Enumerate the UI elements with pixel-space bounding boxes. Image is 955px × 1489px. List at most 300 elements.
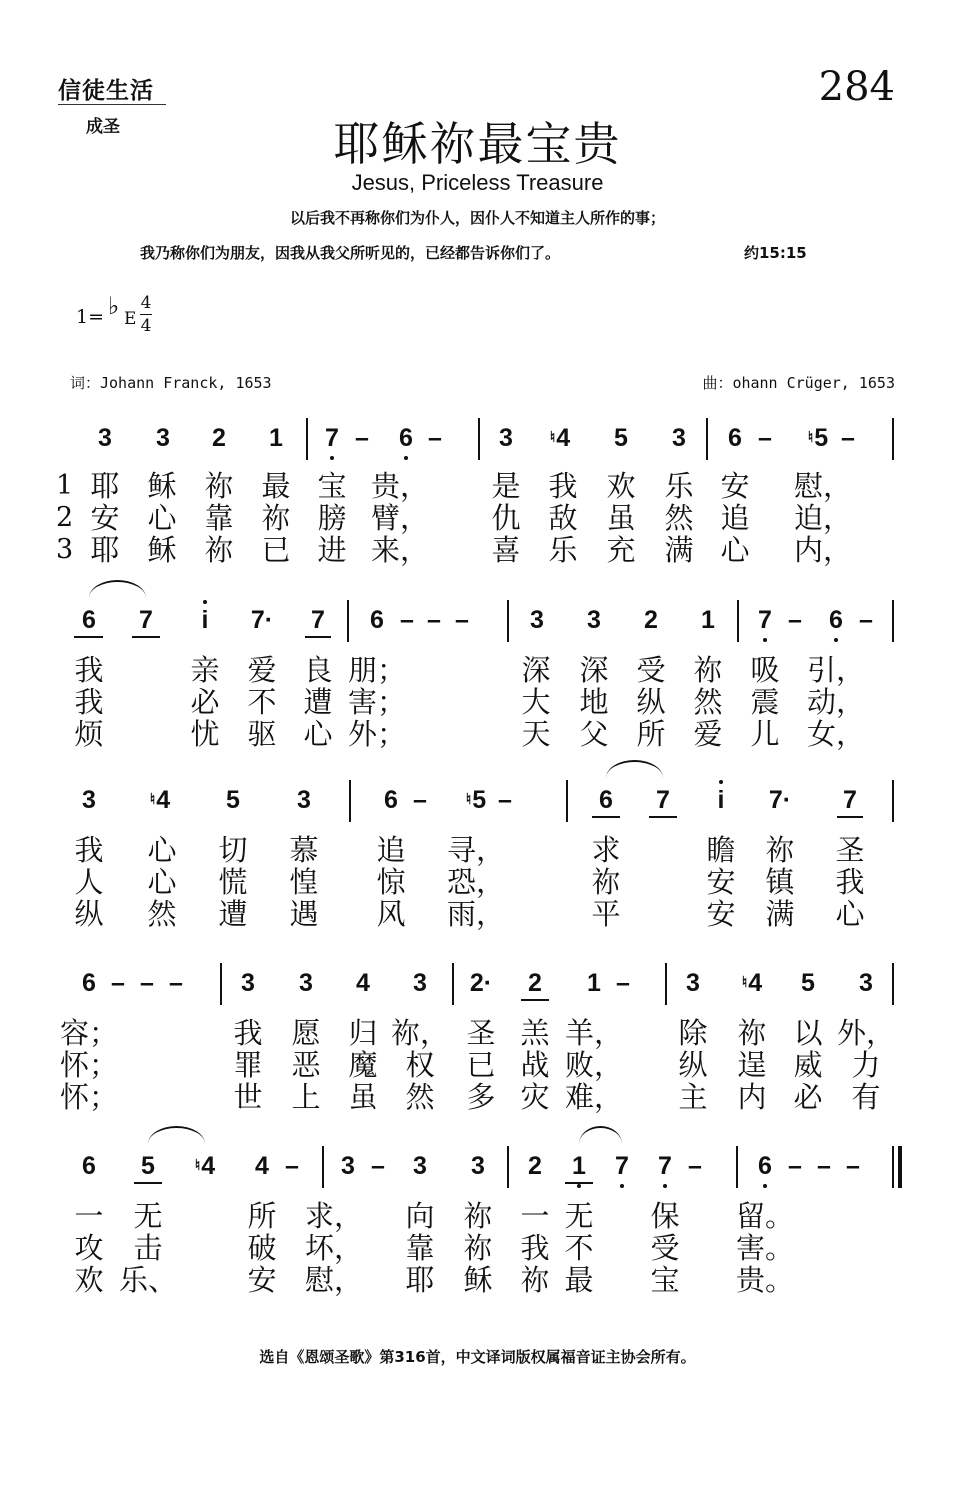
lyric-char: 慌 [218,865,248,899]
jianpu-note: 3 [499,424,513,452]
lyric-char: 我 [74,653,104,687]
jianpu-note: 6 [758,1152,772,1180]
jianpu-note: 2 [528,1152,542,1180]
jianpu-note: 7· [250,606,274,634]
jianpu-note: 3 [98,424,112,452]
lyric-char: 追 [376,833,406,867]
lyric-char: 祢 [463,1231,493,1265]
lyric-char: 然 [664,501,694,535]
lyric-char: 必 [793,1080,823,1114]
jianpu-note: ♮4 [194,1152,216,1180]
lyric-char: 安 [247,1263,277,1297]
dash-note: – [455,606,469,634]
lyric-char: 安 [90,501,120,535]
jianpu-note: 3 [241,969,255,997]
natural-sign: ♮ [149,791,156,808]
key-note: E [124,309,137,329]
jianpu-note: ♮5 [807,424,829,452]
lyric-char: 上 [291,1080,321,1114]
slur-arc [606,760,663,778]
lyric-char: 大 [521,685,551,719]
lyric-char: 愿 [291,1016,321,1050]
hymn-number: 284 [818,64,895,110]
lyric-char: 圣 [835,833,865,867]
lyric-char: 羊， [564,1016,624,1050]
lyric-char: 吸 [750,653,780,687]
lyric-char: 耶 [405,1263,435,1297]
lyric-char: 逞 [737,1048,767,1082]
english-title: Jesus, Priceless Treasure [351,170,604,195]
lyric-char: 欢 [606,469,636,503]
lyric-char: 祢 [463,1199,493,1233]
dash-note: – [616,969,630,997]
lyric-char: 所 [636,717,666,751]
lyric-char: 魔 [348,1048,378,1082]
jianpu-note: 5 [801,969,815,997]
lyric-char: 慕 [289,833,319,867]
lyric-char: 我 [74,833,104,867]
barline [892,780,894,822]
lyric-char: 平 [591,897,621,931]
jianpu-note: 5 [614,424,628,452]
natural-sign: ♮ [807,429,814,446]
verse-number: 2 [56,502,74,533]
barline [322,1146,324,1188]
lyric-char: 天 [521,717,551,751]
jianpu-note: 7 [843,786,857,814]
verse-number: 1 [56,470,74,501]
lyric-char: 留。 [735,1199,795,1233]
lyric-char: 安 [720,469,750,503]
lyric-char: 欢 [74,1263,104,1297]
lyric-char: 罪 [233,1048,263,1082]
upper-octave-dot [719,780,723,784]
lyric-char: 烦 [74,717,104,751]
lyric-char: 外； [347,717,407,751]
lyric-char: 一 [74,1199,104,1233]
barline [736,1146,738,1188]
scripture-reference: 约15:15 [744,244,807,262]
lyric-char: 主 [678,1080,708,1114]
barline [892,963,894,1005]
jianpu-note: ♮4 [549,424,571,452]
jianpu-note: 3 [859,969,873,997]
lyric-char: 向 [405,1199,435,1233]
lyric-char: 难， [564,1080,624,1114]
lyric-char: 是 [491,469,521,503]
lyric-char: 镇 [765,865,795,899]
lyric-char: 女， [806,717,866,751]
lyric-char: 引， [806,653,866,687]
lyric-char: 瞻 [706,833,736,867]
lyric-char: 满 [664,533,694,567]
lyric-char: 攻 [74,1231,104,1265]
beam-underline [837,816,863,818]
subcategory-label: 成圣 [86,117,120,137]
jianpu-note: 3 [299,969,313,997]
lyric-char: 安 [706,865,736,899]
lyric-char: 仇 [491,501,521,535]
lyric-char: 深 [579,653,609,687]
jianpu-note: 3 [471,1152,485,1180]
lower-octave-dot [577,1184,581,1188]
lower-octave-dot [763,638,767,642]
lyric-char: 靠 [204,501,234,535]
lyric-char: 容； [59,1016,119,1050]
lyric-char: 祢 [261,501,291,535]
jianpu-note: 6 [82,1152,96,1180]
lyric-char: 惊 [376,865,406,899]
lyric-char: 破 [247,1231,277,1265]
lyric-char: 世 [233,1080,263,1114]
jianpu-note: 2 [528,969,542,997]
lyric-char: 忧 [190,717,220,751]
beam-underline [592,816,620,818]
lyric-char: 无 [133,1199,163,1233]
lyric-char: 稣 [463,1263,493,1297]
jianpu-note: 1 [572,1152,586,1180]
lyrics-credit: 词：Johann Franck, 1653 [70,374,272,392]
lyric-char: 慰， [793,469,853,503]
lyric-char: 良 [303,653,333,687]
lyric-char: 遭 [303,685,333,719]
beam-underline [132,636,160,638]
scripture-line-2: 我乃称你们为朋友，因我从我父所听见的，已经都告诉你们了。 [140,244,561,262]
lyric-char: 纵 [678,1048,708,1082]
lyric-char: 乐 [548,533,578,567]
lyric-char: 败， [564,1048,624,1082]
jianpu-note: 2· [469,969,493,997]
jianpu-note: 6 [82,969,96,997]
lyric-char: 我 [835,865,865,899]
dash-note: – [817,1152,831,1180]
barline [892,1146,894,1188]
lyric-char: 然 [693,685,723,719]
jianpu-note: 3 [530,606,544,634]
jianpu-note: 7· [768,786,792,814]
lyric-char: 心 [835,897,865,931]
dash-note: – [355,424,369,452]
jianpu-note: 1 [701,606,715,634]
copyright-footer: 选自《恩颂圣歌》第316首，中文译词版权属福音证主协会所有。 [259,1348,696,1366]
barline [478,418,480,460]
lyric-char: 乐 [664,469,694,503]
lyric-char: 怀； [59,1048,119,1082]
slur-arc [579,1126,622,1144]
lyric-char: 不 [247,685,277,719]
lyric-char: 慰， [304,1263,364,1297]
lyric-char: 雨， [446,897,506,931]
lyric-char: 心 [147,501,177,535]
jianpu-note: ♮4 [741,969,763,997]
lyric-char: 敌 [548,501,578,535]
lyric-char: 威 [793,1048,823,1082]
category-divider [58,104,166,105]
lyric-char: 宝 [317,469,347,503]
lyric-char: 虽 [348,1080,378,1114]
lyric-char: 切 [218,833,248,867]
jianpu-note: 7 [615,1152,629,1180]
barline [306,418,308,460]
jianpu-note: 7 [325,424,339,452]
lyric-char: 然 [405,1080,435,1114]
lyric-char: 击 [133,1231,163,1265]
lyric-char: 遇 [289,897,319,931]
lyric-char: 纵 [74,897,104,931]
lyric-char: 膀 [317,501,347,535]
dash-note: – [427,606,441,634]
lyric-char: 父 [579,717,609,751]
lyric-char: 归 [348,1016,378,1050]
lyric-char: 必 [190,685,220,719]
dash-note: – [758,424,772,452]
barline [665,963,667,1005]
lyric-char: 最 [564,1263,594,1297]
lyric-char: 我 [520,1231,550,1265]
jianpu-note: 3 [156,424,170,452]
lower-octave-dot [763,1184,767,1188]
jianpu-note: 5 [141,1152,155,1180]
jianpu-note: 3 [587,606,601,634]
lyric-char: 祢， [390,1016,450,1050]
dash-note: – [788,606,802,634]
lower-octave-dot [834,638,838,642]
lyric-char: 除 [678,1016,708,1050]
lyric-char: 人 [74,865,104,899]
lyric-char: 灾 [520,1080,550,1114]
upper-octave-dot [203,600,207,604]
jianpu-note: 3 [341,1152,355,1180]
dash-note: – [688,1152,702,1180]
lyric-char: 纵 [636,685,666,719]
natural-sign: ♮ [194,1157,201,1174]
lyric-char: 求 [591,833,621,867]
lyric-char: 靠 [405,1231,435,1265]
lyric-char: 害； [347,685,407,719]
lyric-char: 受 [650,1231,680,1265]
lyric-char: 安 [706,897,736,931]
lyric-char: 心 [303,717,333,751]
jianpu-note: 7 [656,786,670,814]
beam-underline [134,1182,162,1184]
lyric-char: 震 [750,685,780,719]
jianpu-note: 1 [587,969,601,997]
lyric-char: 祢 [737,1016,767,1050]
lyric-char: 心 [720,533,750,567]
lyric-char: 进 [317,533,347,567]
jianpu-note: 3 [82,786,96,814]
lyric-char: 外， [836,1016,896,1050]
jianpu-note: 7 [758,606,772,634]
lyric-char: 爱 [693,717,723,751]
lyric-char: 内， [793,533,853,567]
lyric-char: 一 [520,1199,550,1233]
jianpu-note: 3 [413,1152,427,1180]
lower-octave-dot [404,456,408,460]
barline [347,600,349,642]
beam-underline [565,1182,593,1184]
dash-note: – [400,606,414,634]
barline [892,600,894,642]
lyric-char: 追 [720,501,750,535]
lyric-char: 受 [636,653,666,687]
lyric-char: 不 [564,1231,594,1265]
lyric-char: 亲 [190,653,220,687]
barline [892,418,894,460]
lyric-char: 圣 [466,1016,496,1050]
jianpu-note: i [717,786,725,814]
lyric-char: 保 [650,1199,680,1233]
natural-sign: ♮ [549,429,556,446]
lyric-char: 祢 [204,469,234,503]
barline [566,780,568,822]
dash-note: – [498,786,512,814]
time-signature [140,292,152,337]
lyric-char: 稣 [147,469,177,503]
jianpu-note: 2 [212,424,226,452]
lyric-char: 寻， [446,833,506,867]
lyric-char: 儿 [750,717,780,751]
time-sig-top: 4 [140,293,152,313]
verse-number: 3 [56,534,74,565]
lyric-char: 内 [737,1080,767,1114]
jianpu-note: 5 [226,786,240,814]
jianpu-note: 3 [686,969,700,997]
dash-note: – [846,1152,860,1180]
jianpu-note: 3 [672,424,686,452]
lower-octave-dot [663,1184,667,1188]
jianpu-note: 6 [829,606,843,634]
lyric-char: 祢 [591,865,621,899]
lyric-char: 战 [520,1048,550,1082]
slur-arc [148,1126,205,1144]
slur-arc [89,580,146,598]
jianpu-note: 6 [370,606,384,634]
jianpu-note: 2 [644,606,658,634]
lyric-char: 多 [466,1080,496,1114]
hymn-title: 耶稣祢最宝贵 [333,117,622,171]
lyric-char: 来， [370,533,430,567]
natural-sign: ♮ [465,791,472,808]
lyric-char: 充 [606,533,636,567]
dash-note: – [371,1152,385,1180]
jianpu-note: ♮4 [149,786,171,814]
lyric-char: 祢 [204,533,234,567]
lyric-char: 怀； [59,1080,119,1114]
lyric-char: 遭 [218,897,248,931]
lyric-char: 耶 [90,533,120,567]
final-barline [898,1146,902,1188]
jianpu-note: i [201,606,209,634]
lyric-char: 力 [851,1048,881,1082]
jianpu-note: 6 [82,606,96,634]
scripture-line-1: 以后我不再称你们为仆人，因仆人不知道主人所作的事； [289,209,665,227]
dash-note: – [788,1152,802,1180]
lyric-char: 喜 [491,533,521,567]
lyric-char: 满 [765,897,795,931]
lyric-char: 最 [261,469,291,503]
jianpu-note: 3 [297,786,311,814]
barline [452,963,454,1005]
lyric-char: 然 [147,897,177,931]
lyric-char: 已 [261,533,291,567]
beam-underline [74,636,103,638]
music-credit: 曲：ohann Crüger, 1653 [702,374,895,392]
lyric-char: 有 [851,1080,881,1114]
lyric-char: 恶 [291,1048,321,1082]
lyric-char: 朋； [347,653,407,687]
dash-note: – [140,969,154,997]
lyric-char: 恐， [446,865,506,899]
dash-note: – [169,969,183,997]
jianpu-note: 7 [139,606,153,634]
lyric-char: 贵， [370,469,430,503]
lyric-char: 深 [521,653,551,687]
jianpu-note: 6 [728,424,742,452]
lyric-char: 羔 [520,1016,550,1050]
lyric-char: 害。 [735,1231,795,1265]
barline [220,963,222,1005]
dash-note: – [428,424,442,452]
jianpu-note: 6 [384,786,398,814]
jianpu-note: 7 [311,606,325,634]
jianpu-note: 7 [658,1152,672,1180]
lyric-char: 动， [806,685,866,719]
lyric-char: 惶 [289,865,319,899]
lyric-char: 权 [405,1048,435,1082]
flat-sign: ♭ [108,292,120,320]
lower-octave-dot [620,1184,624,1188]
lyric-char: 我 [548,469,578,503]
lyric-char: 宝 [650,1263,680,1297]
lower-octave-dot [330,456,334,460]
dash-note: – [285,1152,299,1180]
lyric-char: 乐、 [118,1263,178,1297]
lyric-char: 风 [376,897,406,931]
natural-sign: ♮ [741,974,748,991]
jianpu-note: 3 [413,969,427,997]
lyric-char: 所 [247,1199,277,1233]
jianpu-note: 4 [356,969,370,997]
barline [507,600,509,642]
lyric-char: 驱 [247,717,277,751]
lyric-char: 祢 [693,653,723,687]
lyric-char: 爱 [247,653,277,687]
lyric-char: 以 [793,1016,823,1050]
lyric-char: 虽 [606,501,636,535]
category-label: 信徒生活 [58,77,154,104]
lyric-char: 祢 [520,1263,550,1297]
lyric-char: 心 [147,833,177,867]
lyric-char: 贵。 [735,1263,795,1297]
lyric-char: 耶 [90,469,120,503]
beam-underline [649,816,677,818]
jianpu-note: 6 [399,424,413,452]
beam-underline [521,999,549,1001]
time-sig-bottom: 4 [140,316,152,336]
dash-note: – [413,786,427,814]
dash-note: – [111,969,125,997]
lyric-char: 求， [304,1199,364,1233]
lyric-char: 稣 [147,533,177,567]
lyric-char: 坏， [304,1231,364,1265]
barline [507,1146,509,1188]
key-prefix: 1= [76,306,105,328]
jianpu-note: 6 [599,786,613,814]
lyric-char: 我 [233,1016,263,1050]
lyric-char: 祢 [765,833,795,867]
barline [737,600,739,642]
